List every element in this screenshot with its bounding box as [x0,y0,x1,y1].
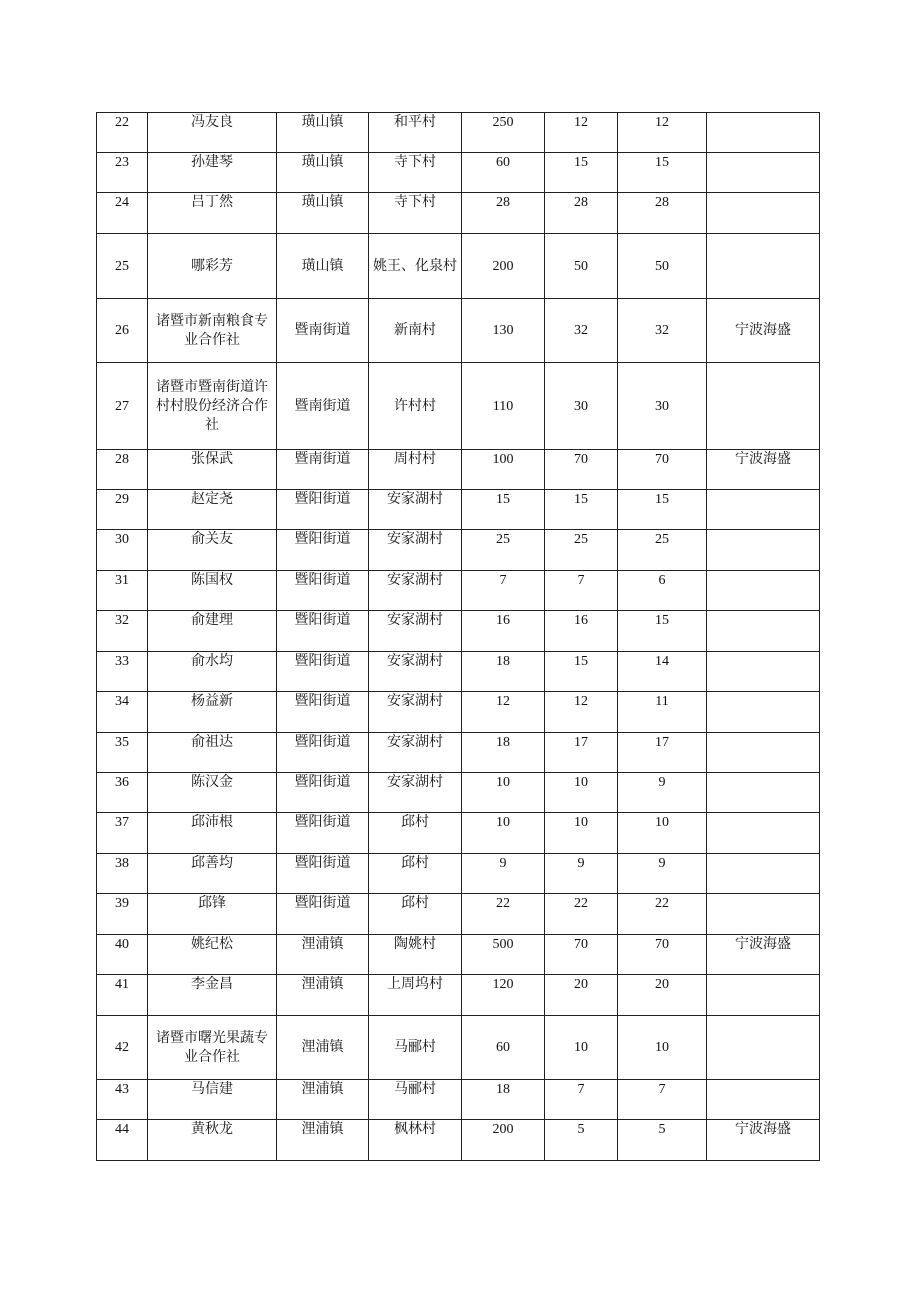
row-town: 浬浦镇 [277,1016,369,1080]
row-value-2: 25 [545,530,618,571]
row-value-3: 14 [618,652,707,692]
row-value-3: 7 [618,1080,707,1120]
row-town: 璜山镇 [277,234,369,299]
row-village: 寺下村 [369,153,462,193]
row-value-2: 7 [545,571,618,611]
table-row [97,692,820,733]
row-name: 哪彩芳 [148,234,277,299]
table-row [97,153,820,193]
table-row [97,813,820,854]
row-town: 璜山镇 [277,153,369,193]
row-value-3: 15 [618,611,707,652]
row-number: 24 [97,193,148,234]
row-note [707,113,820,153]
row-value-1: 120 [462,975,545,1016]
row-number: 37 [97,813,148,854]
row-name: 马信建 [148,1080,277,1120]
row-value-3: 17 [618,733,707,773]
row-number: 31 [97,571,148,611]
row-note [707,234,820,299]
row-value-3: 9 [618,773,707,813]
row-village: 姚王、化泉村 [369,234,462,299]
row-name: 赵定尧 [148,490,277,530]
row-note: 宁波海盛 [707,450,820,490]
row-number: 22 [97,113,148,153]
row-value-2: 28 [545,193,618,234]
table-row [97,975,820,1016]
row-note [707,611,820,652]
row-village: 许村村 [369,363,462,450]
row-note [707,571,820,611]
row-note [707,652,820,692]
row-name: 姚纪松 [148,935,277,975]
row-name: 邱锋 [148,894,277,935]
row-town: 暨阳街道 [277,733,369,773]
row-value-1: 25 [462,530,545,571]
row-value-2: 32 [545,299,618,363]
row-village: 和平村 [369,113,462,153]
row-number: 36 [97,773,148,813]
row-value-1: 15 [462,490,545,530]
row-town: 暨南街道 [277,363,369,450]
row-note [707,854,820,894]
row-town: 暨阳街道 [277,854,369,894]
row-value-2: 50 [545,234,618,299]
row-value-1: 9 [462,854,545,894]
row-name: 杨益新 [148,692,277,733]
row-village: 邱村 [369,854,462,894]
row-village: 安家湖村 [369,490,462,530]
row-value-3: 20 [618,975,707,1016]
row-value-1: 16 [462,611,545,652]
row-value-3: 70 [618,450,707,490]
row-name: 俞建理 [148,611,277,652]
row-town: 暨阳街道 [277,571,369,611]
row-town: 暨阳街道 [277,692,369,733]
row-name: 陈汉金 [148,773,277,813]
row-value-2: 15 [545,490,618,530]
row-village: 安家湖村 [369,733,462,773]
table-row [97,450,820,490]
row-value-3: 9 [618,854,707,894]
row-number: 41 [97,975,148,1016]
table-row [97,773,820,813]
table-row [97,894,820,935]
row-name: 诸暨市曙光果蔬专业合作社 [148,1016,277,1080]
row-value-1: 18 [462,652,545,692]
table-row [97,935,820,975]
table-row [97,193,820,234]
row-number: 34 [97,692,148,733]
row-village: 枫林村 [369,1120,462,1161]
table-row [97,490,820,530]
row-village: 安家湖村 [369,571,462,611]
table-row [97,234,820,299]
row-note [707,490,820,530]
row-name: 孙建琴 [148,153,277,193]
row-name: 陈国权 [148,571,277,611]
row-value-1: 18 [462,1080,545,1120]
row-name: 李金昌 [148,975,277,1016]
table-row [97,1080,820,1120]
table-row [97,854,820,894]
row-name: 冯友良 [148,113,277,153]
row-value-2: 7 [545,1080,618,1120]
table-row [97,113,820,153]
row-value-1: 28 [462,193,545,234]
row-value-2: 22 [545,894,618,935]
row-note: 宁波海盛 [707,1120,820,1161]
row-village: 寺下村 [369,193,462,234]
row-number: 39 [97,894,148,935]
row-town: 浬浦镇 [277,975,369,1016]
row-value-2: 16 [545,611,618,652]
row-number: 23 [97,153,148,193]
row-note [707,153,820,193]
row-number: 25 [97,234,148,299]
row-value-2: 10 [545,813,618,854]
row-note [707,813,820,854]
row-village: 上周坞村 [369,975,462,1016]
row-village: 马郦村 [369,1016,462,1080]
data-table [96,112,820,1161]
table-row [97,1016,820,1080]
row-name: 诸暨市暨南街道许村村股份经济合作社 [148,363,277,450]
row-note [707,692,820,733]
row-value-3: 25 [618,530,707,571]
row-village: 马郦村 [369,1080,462,1120]
row-number: 32 [97,611,148,652]
row-value-3: 32 [618,299,707,363]
table-row [97,652,820,692]
row-note [707,530,820,571]
row-number: 28 [97,450,148,490]
row-name: 邱沛根 [148,813,277,854]
row-note [707,733,820,773]
row-value-2: 5 [545,1120,618,1161]
row-value-1: 100 [462,450,545,490]
row-value-1: 110 [462,363,545,450]
table-row [97,571,820,611]
row-name: 俞关友 [148,530,277,571]
row-value-1: 18 [462,733,545,773]
row-value-1: 60 [462,1016,545,1080]
row-value-2: 10 [545,773,618,813]
row-number: 35 [97,733,148,773]
row-town: 暨南街道 [277,450,369,490]
row-town: 暨阳街道 [277,773,369,813]
row-town: 暨阳街道 [277,652,369,692]
row-note [707,975,820,1016]
row-number: 43 [97,1080,148,1120]
row-name: 张保武 [148,450,277,490]
row-value-1: 7 [462,571,545,611]
row-village: 安家湖村 [369,530,462,571]
row-value-3: 5 [618,1120,707,1161]
table-row [97,1120,820,1161]
row-value-1: 500 [462,935,545,975]
row-town: 暨阳街道 [277,611,369,652]
row-value-3: 30 [618,363,707,450]
row-value-3: 15 [618,490,707,530]
row-value-1: 250 [462,113,545,153]
row-value-3: 10 [618,813,707,854]
row-number: 29 [97,490,148,530]
row-name: 俞祖达 [148,733,277,773]
row-name: 邱善均 [148,854,277,894]
row-value-3: 15 [618,153,707,193]
row-village: 安家湖村 [369,692,462,733]
row-value-1: 200 [462,234,545,299]
row-value-1: 60 [462,153,545,193]
row-name: 诸暨市新南粮食专业合作社 [148,299,277,363]
row-value-3: 11 [618,692,707,733]
row-town: 暨阳街道 [277,530,369,571]
row-name: 吕丁然 [148,193,277,234]
row-value-2: 17 [545,733,618,773]
row-value-3: 6 [618,571,707,611]
row-number: 30 [97,530,148,571]
row-village: 新南村 [369,299,462,363]
row-note [707,1016,820,1080]
row-town: 暨阳街道 [277,813,369,854]
row-value-2: 9 [545,854,618,894]
row-value-2: 15 [545,153,618,193]
row-number: 33 [97,652,148,692]
row-village: 安家湖村 [369,773,462,813]
row-number: 27 [97,363,148,450]
row-note: 宁波海盛 [707,935,820,975]
row-value-2: 30 [545,363,618,450]
row-town: 浬浦镇 [277,935,369,975]
row-note [707,894,820,935]
row-town: 浬浦镇 [277,1080,369,1120]
row-village: 周村村 [369,450,462,490]
row-value-1: 10 [462,773,545,813]
row-note [707,1080,820,1120]
row-value-1: 22 [462,894,545,935]
row-note [707,773,820,813]
row-value-2: 70 [545,450,618,490]
row-value-3: 28 [618,193,707,234]
row-town: 暨阳街道 [277,490,369,530]
row-town: 暨南街道 [277,299,369,363]
row-value-2: 12 [545,692,618,733]
row-village: 安家湖村 [369,652,462,692]
row-value-2: 15 [545,652,618,692]
row-number: 42 [97,1016,148,1080]
row-name: 俞水均 [148,652,277,692]
row-number: 38 [97,854,148,894]
row-value-1: 10 [462,813,545,854]
table-row [97,733,820,773]
table-row [97,530,820,571]
row-value-1: 130 [462,299,545,363]
row-value-3: 10 [618,1016,707,1080]
row-number: 40 [97,935,148,975]
row-number: 26 [97,299,148,363]
row-note [707,193,820,234]
table-row [97,363,820,450]
row-value-1: 12 [462,692,545,733]
row-village: 邱村 [369,894,462,935]
row-value-2: 10 [545,1016,618,1080]
table-row [97,611,820,652]
row-value-1: 200 [462,1120,545,1161]
row-village: 邱村 [369,813,462,854]
row-town: 璜山镇 [277,113,369,153]
row-value-3: 50 [618,234,707,299]
row-value-3: 22 [618,894,707,935]
row-number: 44 [97,1120,148,1161]
row-value-3: 12 [618,113,707,153]
row-note: 宁波海盛 [707,299,820,363]
row-village: 陶姚村 [369,935,462,975]
row-town: 璜山镇 [277,193,369,234]
row-town: 浬浦镇 [277,1120,369,1161]
row-village: 安家湖村 [369,611,462,652]
row-value-3: 70 [618,935,707,975]
row-value-2: 12 [545,113,618,153]
table-row [97,299,820,363]
row-name: 黄秋龙 [148,1120,277,1161]
row-value-2: 70 [545,935,618,975]
row-value-2: 20 [545,975,618,1016]
row-note [707,363,820,450]
row-town: 暨阳街道 [277,894,369,935]
